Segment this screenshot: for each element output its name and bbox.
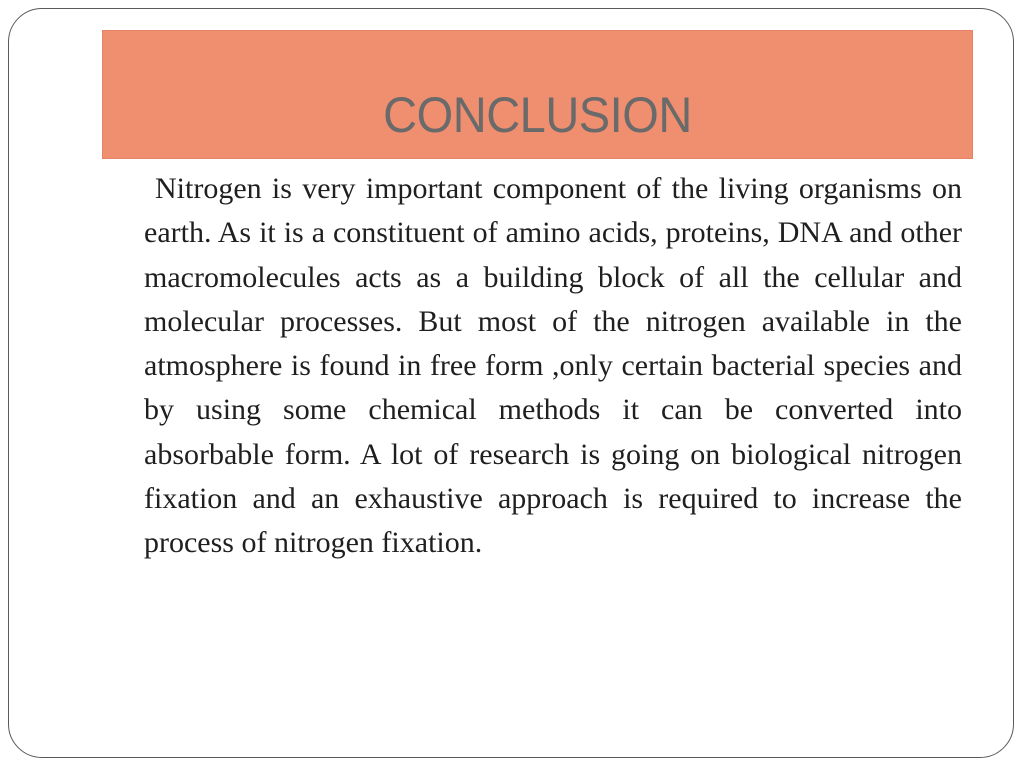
title-banner [102,30,973,159]
slide-title: CONCLUSION [383,87,692,143]
conclusion-paragraph: Nitrogen is very important component of the living organisms on earth. As it is a constituent of amino acids, proteins, DNA and other macromolecules acts as a building block of all the cellular and molecular processes. But most of the nitrogen available in the atmosphere is found in free form ,only certain bacterial species and by using some chemical methods it can be converted into absorbable form. A lot of research is going on biological nitrogen fixation and an exhaustive approach is required to increase the process of nitrogen fixation. [144,172,962,560]
